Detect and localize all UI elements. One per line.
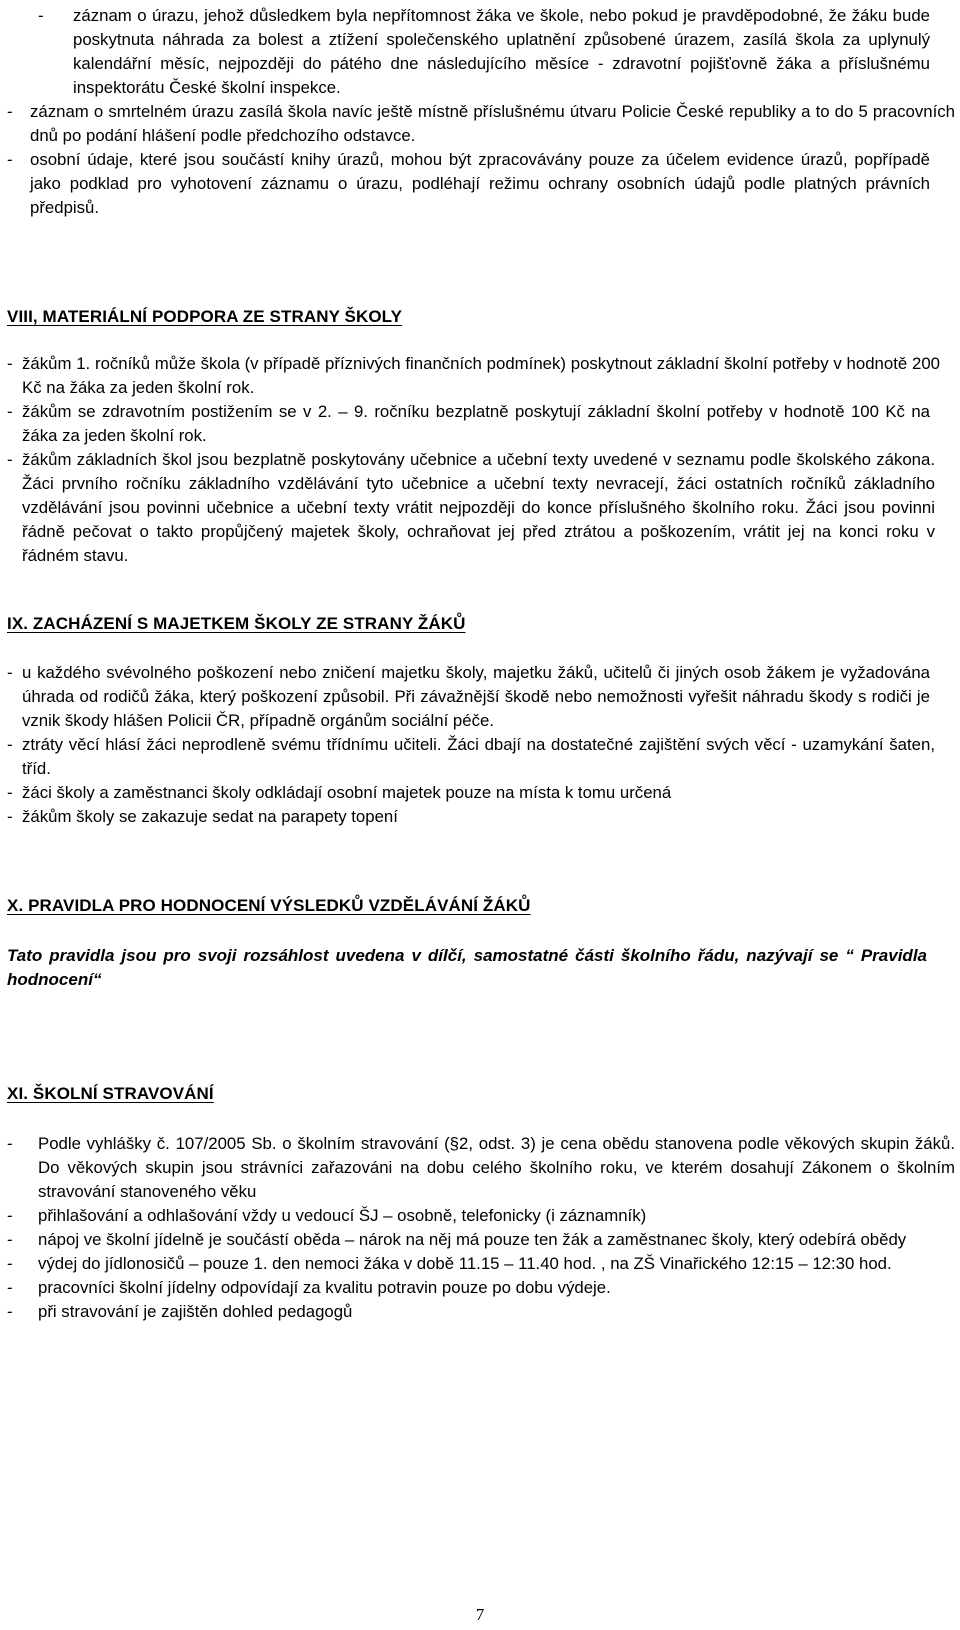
list-dash: - [7, 1206, 13, 1225]
list-dash: - [7, 402, 13, 421]
list-item-text: výdej do jídlonosičů – pouze 1. den nemoci žáka v době 11.15 – 11.40 hod. , na ZŠ Vinařického 12:15 – 12:30 hod. [38, 1254, 892, 1273]
list-item [0, 733, 960, 781]
section-heading-x: X. PRAVIDLA PRO HODNOCENÍ VÝSLEDKŮ VZDĚLÁVÁNÍ ŽÁKŮ [7, 896, 531, 915]
list-item-text: při stravování je zajištěn dohled pedagogů [38, 1302, 353, 1321]
list-dash: - [7, 450, 13, 469]
section-x-intro: Tato pravidla jsou pro svoji rozsáhlost uvedena v dílčí, samostatné části školního řádu, nazývají se “ Pravidla hodnocení“ [7, 946, 927, 989]
list-item-text: u každého svévolného poškození nebo zničení majetku školy, majetku žáků, učitelů či jiných osob žákem je vyžadována úhrada od rodičů žáka, který poškození způsobil. Při závažnější škodě nebo nemožnosti vyřešit náhradu škody s rodiči je vznik škody hlášen Policii ČR, případně orgánům sociální péče. [22, 663, 930, 730]
list-item-text: přihlašování a odhlašování vždy u vedoucí ŠJ – osobně, telefonicky (i záznamník) [38, 1206, 647, 1225]
list-dash: - [7, 807, 13, 826]
list-dash: - [7, 150, 13, 169]
list-item [0, 4, 960, 100]
list-item [0, 661, 960, 733]
list-item-text: žáci školy a zaměstnanci školy odkládají osobní majetek pouze na místa k tomu určená [22, 783, 672, 802]
list-item-text: ztráty věcí hlásí žáci neprodleně svému třídnímu učiteli. Žáci dbají na dostatečné zajištění svých věcí - uzamykání šaten, tříd. [22, 735, 935, 778]
section-vii-list [0, 4, 960, 220]
list-item-text: Podle vyhlášky č. 107/2005 Sb. o školním stravování (§2, odst. 3) je cena obědu stanovena podle věkových skupin žáků. Do věkových skupin jsou strávníci zařazováni na dobu celého školního roku, ve kterém dosahují Zákonem o školním stravování stanoveného věku [38, 1134, 955, 1201]
list-item-text: žákům základních škol jsou bezplatně poskytovány učebnice a učební texty uvedené v seznamu podle školského zákona. Žáci prvního ročníku základního vzdělávání tyto učebnice a učební texty nevracejí, žáci ostatních ročníků základního vzdělávání jsou povinni učebnice a učební texty vrátit nejpozději do konce příslušného školního roku. Žáci jsou povinni řádně pečovat o takto propůjčený majetek školy, ochraňovat jej před ztrátou a poškozením, vrátit jej na konci roku v řádném stavu. [22, 450, 935, 565]
list-item [0, 1132, 960, 1204]
list-item-text: záznam o úrazu, jehož důsledkem byla nepřítomnost žáka ve škole, nebo pokud je pravděpodobné, že žáku bude poskytnuta náhrada za bolest a ztížení společenského uplatnění způsobené úrazem, zasílá škola za uplynulý kalendářní měsíc, nejpozději do pátého dne následujícího měsíce - zdravotní pojišťovně žáka a příslušnému inspektorátu České školní inspekce. [73, 6, 930, 97]
list-item-text: osobní údaje, které jsou součástí knihy úrazů, mohou být zpracovávány pouze za účelem evidence úrazů, popřípadě jako podklad pro vyhotovení záznamu o úrazu, podléhají režimu ochrany osobních údajů podle platných právních předpisů. [30, 150, 930, 217]
list-dash: - [7, 783, 13, 802]
list-item [0, 1252, 960, 1276]
section-ix-list [0, 661, 960, 829]
list-dash: - [7, 102, 13, 121]
page-number: 7 [475, 1605, 485, 1624]
list-item [0, 1300, 960, 1324]
section-heading-viii: VIII, MATERIÁLNÍ PODPORA ZE STRANY ŠKOLY [7, 307, 403, 326]
list-item [0, 1204, 960, 1228]
list-item [0, 781, 960, 805]
list-item [0, 100, 960, 148]
list-item [0, 805, 960, 829]
list-item-text: žákům školy se zakazuje sedat na parapety topení [22, 807, 398, 826]
list-dash: - [7, 735, 13, 754]
list-item-text: žákům se zdravotním postižením se v 2. – 9. ročníku bezplatně poskytují základní školní potřeby v hodnotě 100 Kč na žáka za jeden školní rok. [22, 402, 930, 445]
list-dash: - [7, 354, 13, 373]
list-item [0, 448, 960, 568]
list-dash: - [7, 1134, 13, 1153]
list-item-text: pracovníci školní jídelny odpovídají za kvalitu potravin pouze po dobu výdeje. [38, 1278, 611, 1297]
section-xi-list [0, 1132, 960, 1324]
section-heading-ix: IX. ZACHÁZENÍ S MAJETKEM ŠKOLY ZE STRANY ŽÁKŮ [7, 614, 466, 633]
list-item-text: žákům 1. ročníků může škola (v případě příznivých finančních podmínek) poskytnout základní školní potřeby v hodnotě 200 Kč na žáka za jeden školní rok. [22, 354, 940, 397]
section-viii-list [0, 352, 960, 568]
list-item [0, 400, 960, 448]
list-dash: - [7, 1254, 13, 1273]
list-item-text: záznam o smrtelném úrazu zasílá škola navíc ještě místně příslušnému útvaru Policie České republiky a to do 5 pracovních dnů po podání hlášení podle předchozího odstavce. [30, 102, 955, 145]
list-dash: - [7, 1278, 13, 1297]
list-dash: - [7, 663, 13, 682]
list-item-text: nápoj ve školní jídelně je součástí oběda – nárok na něj má pouze ten žák a zaměstnanec školy, který odebírá obědy [38, 1230, 907, 1249]
list-dash: - [7, 1230, 13, 1249]
list-item [0, 352, 960, 400]
list-item [0, 1228, 960, 1252]
list-item [0, 148, 960, 220]
section-heading-xi: XI. ŠKOLNÍ STRAVOVÁNÍ [7, 1084, 214, 1103]
list-item [0, 1276, 960, 1300]
list-dash: - [38, 6, 44, 25]
list-dash: - [7, 1302, 13, 1321]
